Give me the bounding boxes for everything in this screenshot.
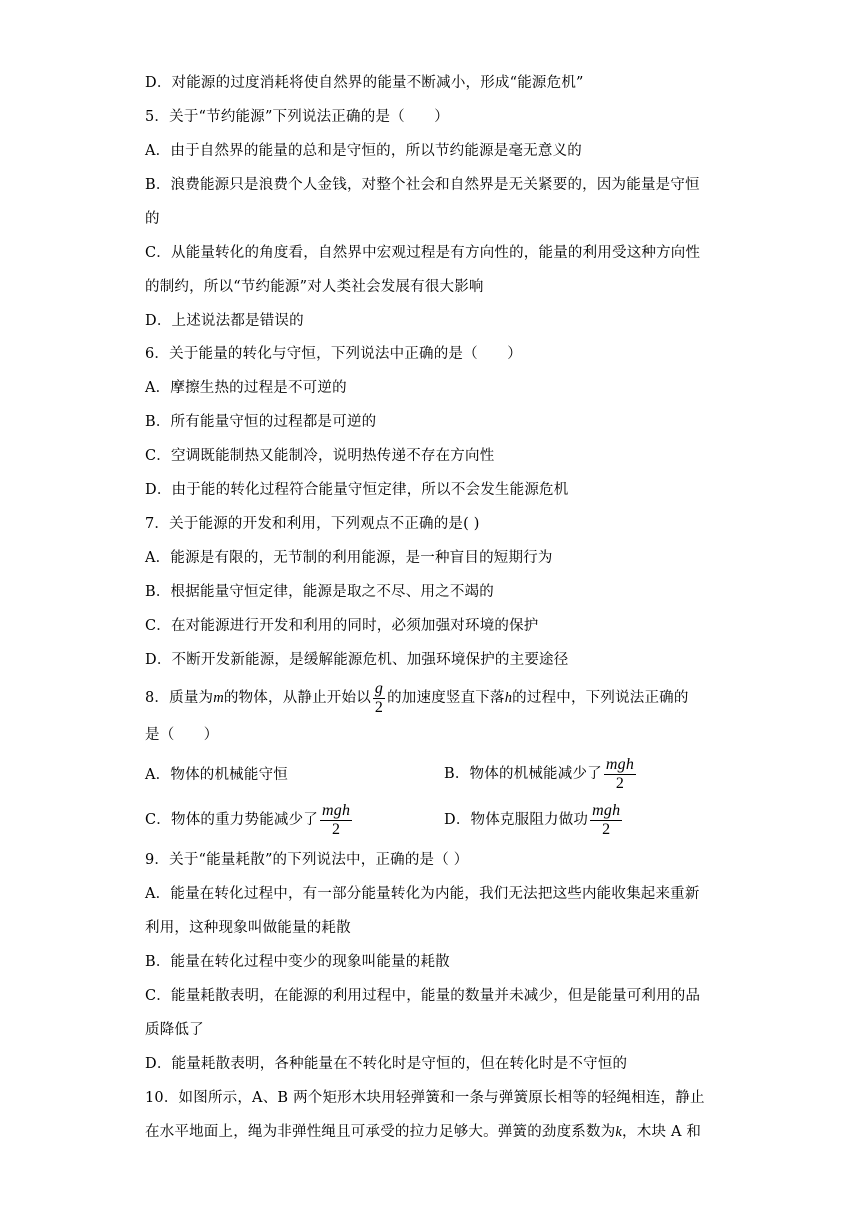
q9-option-d: D．能量耗散表明，各种能量在不转化时是守恒的，但在转化时是不守恒的 [145,1056,628,1072]
q10-var-k: k [615,1124,623,1140]
q8-text-4: 的过程中，下列说法正确的 [512,690,689,706]
fraction-denominator: 2 [615,774,625,792]
fraction-mgh-over-2 [590,802,622,839]
q8-option-c-text: C．物体的重力势能减少了 [145,812,318,828]
question-9-stem: 9．关于“能量耗散”的下列说法中，正确的是（ ） [145,852,469,868]
q7-option-b: B．根据能量守恒定律，能源是取之不尽、用之不竭的 [145,584,494,600]
q6-option-c: C．空调既能制热又能制冷，说明热传递不存在方向性 [145,448,495,464]
q8-text-2: 的物体，从静止开始以 [223,690,371,706]
q6-option-b: B．所有能量守恒的过程都是可逆的 [145,414,377,430]
q8-option-a: A．物体的机械能守恒 [145,767,288,783]
q5-option-d: D．上述说法都是错误的 [145,313,304,329]
q7-option-a: A．能源是有限的，无节制的利用能源，是一种盲目的短期行为 [145,550,553,566]
q5-option-b-line1: B．浪费能源只是浪费个人金钱，对整个社会和自然界是无关紧要的，因为能量是守恒 [145,177,700,193]
q8-option-b [444,754,638,794]
q10-text-1: 在水平地面上，绳为非弹性绳且可承受的拉力足够大。弹簧的劲度系数为 [145,1124,616,1140]
fraction-g-over-2 [373,680,385,717]
q9-option-a-line1: A．能量在转化过程中，有一部分能量转化为内能，我们无法把这些内能收集起来重新 [145,886,700,902]
question-8-stem-end: 是（ ） [145,727,219,743]
q4-option-d: D．对能源的过度消耗将使自然界的能量不断减小，形成“能源危机” [145,75,584,91]
q5-option-c-line1: C．从能量转化的角度看，自然界中宏观过程是有方向性的，能量的利用受这种方向性 [145,245,701,261]
fraction-mgh-over-2 [320,802,352,839]
q10-text-2: ，木块 A 和 [622,1124,702,1140]
fraction-mgh-over-2 [604,756,636,793]
question-10-stem-line1: 10．如图所示，A、B 两个矩形木块用轻弹簧和一条与弹簧原长相等的轻绳相连，静止 [145,1090,705,1106]
q8-text-3: 的加速度竖直下落 [387,690,505,706]
q7-option-c: C．在对能源进行开发和利用的同时，必须加强对环境的保护 [145,618,539,634]
q8-text-1: 8．质量为 [145,690,214,706]
q5-option-b-line2: 的 [145,211,160,227]
q9-option-c-line1: C．能量耗散表明，在能源的利用过程中，能量的数量并未减少，但是能量可利用的品 [145,988,701,1004]
question-10-stem-line2 [145,1122,701,1142]
q9-option-a-line2: 利用，这种现象叫做能量的耗散 [145,920,351,936]
q7-option-d: D．不断开发新能源，是缓解能源危机、加强环境保护的主要途径 [145,652,569,668]
q8-var-h: h [504,690,513,706]
question-7-stem: 7．关于能源的开发和利用，下列观点不正确的是( ) [145,516,480,532]
q5-option-c-line2: 的制约，所以“节约能源”对人类社会发展有很大影响 [145,279,484,295]
fraction-denominator: 2 [331,820,341,838]
question-5-stem: 5．关于“节约能源”下列说法正确的是（ ） [145,109,449,125]
q8-option-d-text: D．物体克服阻力做功 [444,812,589,828]
fraction-numerator: mgh [605,755,635,773]
q9-option-b: B．能量在转化过程中变少的现象叫能量的耗散 [145,954,450,970]
fraction-numerator: mgh [322,801,351,819]
q6-option-a: A．摩擦生热的过程是不可逆的 [145,380,347,396]
fraction-denominator: 2 [374,698,384,716]
fraction-numerator: mgh [592,801,621,819]
question-6-stem: 6．关于能量的转化与守恒，下列说法中正确的是（ ） [145,346,522,362]
q8-option-b-text: B．物体的机械能减少了 [444,766,602,782]
q8-option-c [145,800,354,840]
q8-var-m: m [213,690,224,706]
q9-option-c-line2: 质降低了 [145,1022,204,1038]
q8-option-d [444,800,624,840]
fraction-denominator: 2 [602,820,611,838]
q6-option-d: D．由于能的转化过程符合能量守恒定律，所以不会发生能源危机 [145,482,569,498]
q5-option-a: A．由于自然界的能量的总和是守恒的，所以节约能源是毫无意义的 [145,143,582,159]
fraction-numerator: g [374,679,384,697]
question-8-stem [145,678,689,718]
